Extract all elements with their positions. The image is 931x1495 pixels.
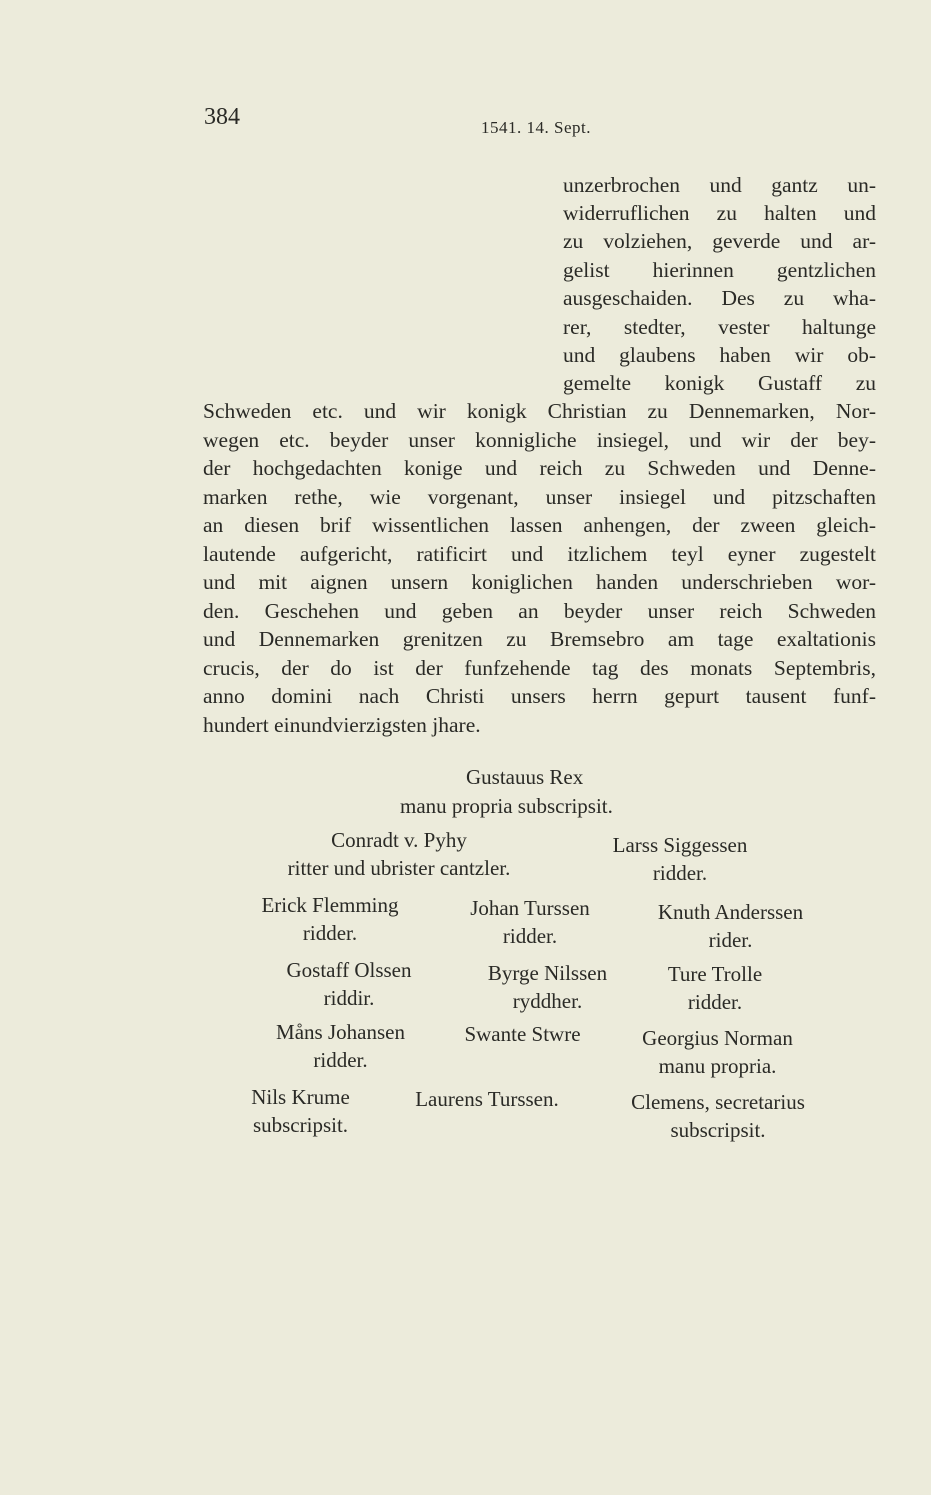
text-line: und glaubens haben wir ob- bbox=[563, 343, 876, 367]
signature-johan bbox=[445, 894, 615, 950]
text-line: lautende aufgericht, ratificirt und itzlichem teyl eyner zugestelt bbox=[203, 542, 876, 566]
signature-knuth bbox=[633, 898, 828, 954]
text-line: und mit aignen unsern koniglichen handen underschrieben wor- bbox=[203, 570, 876, 594]
text-line: der hochgedachten konige und reich zu Schweden und Denne- bbox=[203, 456, 876, 480]
signatory-name: Conradt v. Pyhy bbox=[331, 828, 467, 852]
signatory-title: rider. bbox=[708, 928, 753, 952]
text-line: an diesen brif wissentlichen lassen anhengen, der zween gleich- bbox=[203, 513, 876, 537]
signature-georgius bbox=[620, 1024, 815, 1080]
text-line: Schweden etc. und wir konigk Christian zu Dennemarken, Nor- bbox=[203, 399, 876, 423]
signatory-name: Johan Turssen bbox=[470, 896, 590, 920]
text-line: und Dennemarken grenitzen zu Bremsebro am tage exaltationis bbox=[203, 627, 876, 651]
text-line: gelist hierinnen gentzlichen bbox=[563, 258, 876, 282]
signature-larss bbox=[590, 831, 770, 887]
signatory-name: Swante Stwre bbox=[464, 1022, 581, 1046]
text-line: unzerbrochen und gantz un- bbox=[563, 173, 876, 197]
text-line: rer, stedter, vester haltunge bbox=[563, 315, 876, 339]
signatory-name: Larss Siggessen bbox=[612, 833, 748, 857]
signatory-title: ryddher. bbox=[512, 989, 583, 1013]
text-line: den. Geschehen und geben an beyder unser reich Schweden bbox=[203, 599, 876, 623]
signature-laurens bbox=[392, 1085, 582, 1113]
signatory-title: riddir. bbox=[323, 986, 375, 1010]
text-line: ausgeschaiden. Des zu wha- bbox=[563, 286, 876, 310]
signature-erick bbox=[240, 891, 420, 947]
text-line: hundert einundvierzigsten jhare. bbox=[203, 713, 481, 737]
text-line: anno domini nach Christi unsers herrn gepurt tausent funf- bbox=[203, 684, 876, 708]
signatory-name: Ture Trolle bbox=[667, 962, 763, 986]
signature-clemens bbox=[608, 1088, 828, 1144]
signatory-title: ridder. bbox=[302, 921, 358, 945]
signatory-name: Erick Flemming bbox=[261, 893, 399, 917]
text-line: widerruflichen zu halten und bbox=[563, 201, 876, 225]
signatory-title: manu propria. bbox=[658, 1054, 777, 1078]
text-line: marken rethe, wie vorgenant, unser insiegel und pitzschaften bbox=[203, 485, 876, 509]
signatory-title: subscripsit. bbox=[252, 1113, 349, 1137]
signatory-title: subscripsit. bbox=[670, 1118, 766, 1142]
signatory-title: ridder. bbox=[652, 861, 708, 885]
signature-mans bbox=[248, 1018, 433, 1074]
signatory-name: Gostaff Olssen bbox=[286, 958, 412, 982]
signatory-name: Laurens Turssen. bbox=[415, 1087, 559, 1111]
signatory-title: ritter und ubrister cantzler. bbox=[287, 856, 511, 880]
signature-conradt bbox=[254, 826, 544, 882]
signatory-name: Georgius Norman bbox=[642, 1026, 793, 1050]
text-line: zu volziehen, geverde und ar- bbox=[563, 229, 876, 253]
signatory-name: Måns Johansen bbox=[276, 1020, 405, 1044]
text-line: gemelte konigk Gustaff zu bbox=[563, 371, 876, 395]
king-formula: manu propria subscripsit. bbox=[400, 794, 613, 818]
signatory-title: ridder. bbox=[687, 990, 743, 1014]
signature-gostaff bbox=[252, 956, 446, 1012]
signature-nils bbox=[233, 1083, 368, 1139]
page-number: 384 bbox=[204, 104, 240, 130]
signature-byrge bbox=[470, 959, 625, 1015]
king-name: Gustauus Rex bbox=[466, 765, 584, 789]
text-line: crucis, der do ist der funfzehende tag des monats Septembris, bbox=[203, 656, 876, 680]
signatory-title: ridder. bbox=[502, 924, 558, 948]
signatory-name: Nils Krume bbox=[251, 1085, 350, 1109]
signatory-name: Clemens, secretarius bbox=[631, 1090, 805, 1114]
signature-swante bbox=[445, 1020, 600, 1048]
running-head: 1541. 14. Sept. bbox=[481, 118, 591, 137]
signatory-name: Knuth Anderssen bbox=[657, 900, 804, 924]
signatory-name: Byrge Nilssen bbox=[487, 961, 608, 985]
signature-ture bbox=[645, 960, 785, 1016]
signatory-title: ridder. bbox=[313, 1048, 368, 1072]
text-line: wegen etc. beyder unser konnigliche insiegel, und wir der bey- bbox=[203, 428, 876, 452]
